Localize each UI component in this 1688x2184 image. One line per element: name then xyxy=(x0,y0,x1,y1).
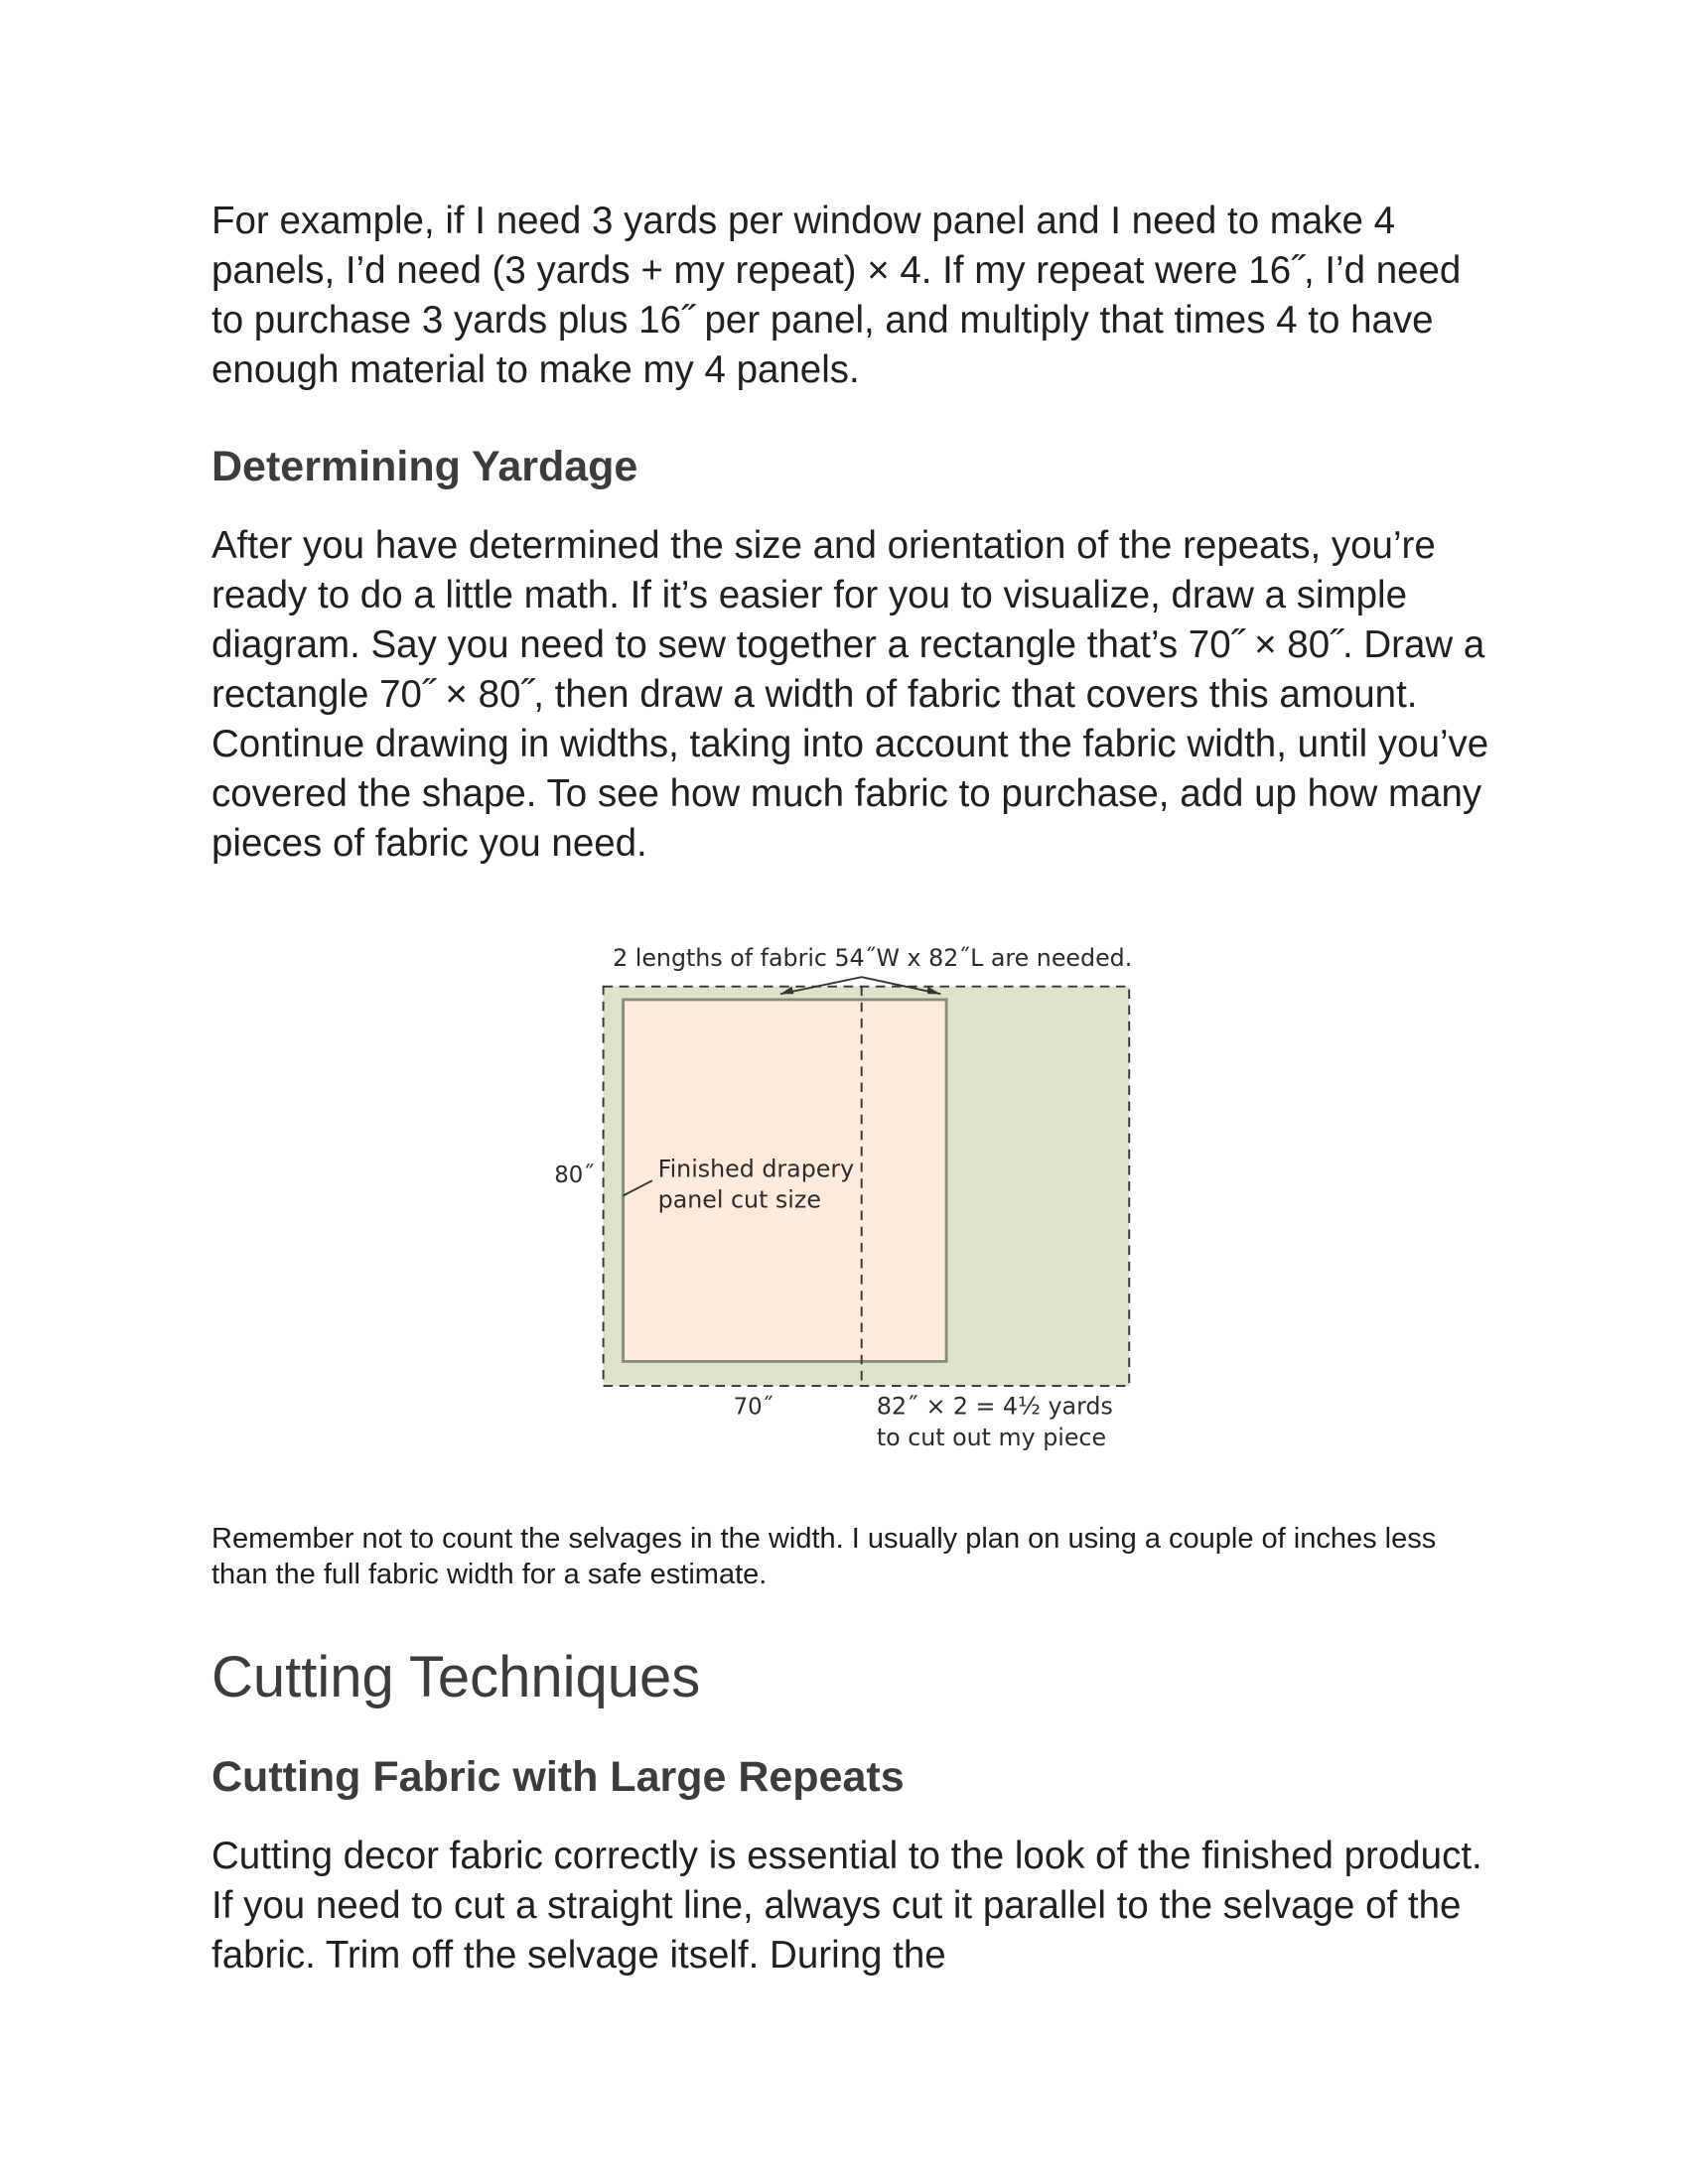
inner-label-line1: Finished drapery xyxy=(657,1155,855,1183)
body-paragraph: Cutting decor fabric correctly is essential to the look of the finished product. If you need to cut a straight line, always cut it parallel to the selvage of the fabric. Trim off the selvage itself. During the xyxy=(211,1835,1482,1977)
inner-label-line2: panel cut size xyxy=(657,1185,821,1214)
yardage-line1: 82˝ × 2 = 4½ yards xyxy=(876,1392,1113,1421)
yardage-diagram-svg xyxy=(539,943,1135,1499)
figure-caption: Remember not to count the selvages in the width. I usually plan on using a couple of inches less than the full fabric width for a safe estimate. xyxy=(211,1523,1437,1590)
subsection-heading-large-repeats: Cutting Fabric with Large Repeats xyxy=(211,1753,905,1801)
body-paragraph: For example, if I need 3 yards per window panel and I need to make 4 panels, I’d need (3 yards + my repeat) × 4. If my repeat were 16˝, I’d need to purchase 3 yards plus 16˝ per panel, and multiply that times 4 to have enough material to make my 4 panels. xyxy=(211,200,1462,391)
body-paragraph: After you have determined the size and orientation of the repeats, you’re ready to do a little math. If it’s easier for you to visualize, draw a simple diagram. Say you need to sew together a rectangle that’s 70˝ × 80˝. Draw a rectangle 70˝ × 80˝, then draw a width of fabric that covers this amount. Continue drawing in widths, taking into account the fabric width, until you’ve covered the shape. To see how much fabric to purchase, add up how many pieces of fabric you need. xyxy=(211,524,1489,865)
section-heading-cutting-techniques: Cutting Techniques xyxy=(211,1645,701,1709)
yardage-diagram xyxy=(539,943,1135,1499)
section-heading-determining-yardage: Determining Yardage xyxy=(211,443,638,490)
top-label: 2 lengths of fabric 54˝W x 82˝L are needed. xyxy=(613,943,1133,972)
yardage-line2: to cut out my piece xyxy=(876,1423,1107,1451)
height-label: 80˝ xyxy=(554,1162,595,1189)
width-label: 70˝ xyxy=(733,1394,774,1421)
